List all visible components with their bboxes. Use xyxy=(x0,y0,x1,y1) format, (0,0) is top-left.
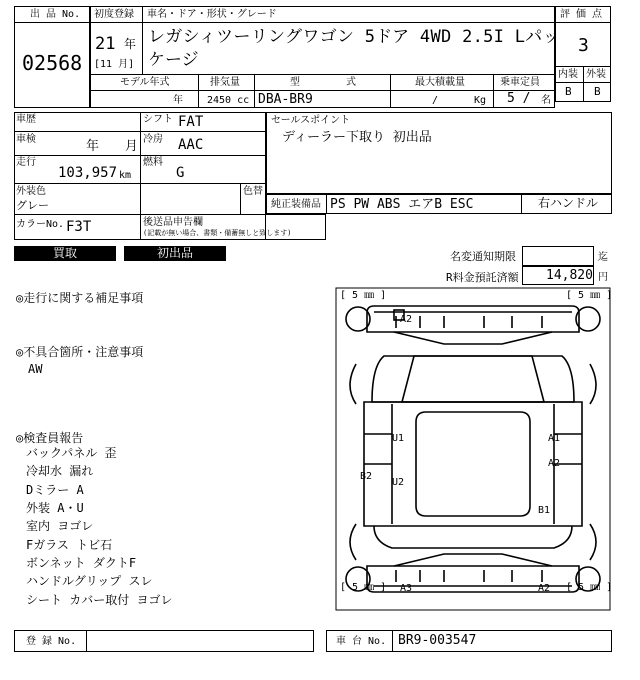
inspector-item: ハンドルグリップ スレ xyxy=(26,574,153,588)
tire-bottom-right: [ 5 ㎜ ] xyxy=(566,582,612,593)
exterior-label: 外装 xyxy=(586,69,606,80)
inspector-item: バックパネル 歪 xyxy=(26,446,117,460)
displacement-value: 2450 cc xyxy=(207,95,250,106)
mileage-value: 103,957 xyxy=(58,165,118,181)
damage-mark-a2: A2 xyxy=(548,458,561,469)
equip-value: PS PW ABS エアB ESC xyxy=(330,197,474,212)
capacity-label: 乗車定員 xyxy=(500,77,540,88)
buy-badge: 買取 xyxy=(14,246,116,261)
max-load-value: / xyxy=(432,95,439,106)
shift-label: シフト xyxy=(143,114,173,125)
sales-label: セールスポイント xyxy=(271,115,351,126)
tire-top-left: [ 5 ㎜ ] xyxy=(340,290,387,301)
defect-item: AW xyxy=(28,362,43,376)
mileage-label: 走行 xyxy=(16,157,36,168)
inspector-item: 室内 ヨゴレ xyxy=(26,519,94,533)
reg-no-label: 登 録 No. xyxy=(26,636,77,647)
driving-notes-title: ◎走行に関する補足事項 xyxy=(16,291,144,305)
lot-number: 02568 xyxy=(22,51,83,75)
damage-mark-b2: B2 xyxy=(360,471,373,482)
damage-mark-u1: U1 xyxy=(392,433,405,444)
chassis-label: 車 台 No. xyxy=(336,636,387,647)
capacity-value: 5 / xyxy=(507,91,531,106)
type-label: 型 式 xyxy=(290,77,357,88)
inspector-item: Fガラス トビ石 xyxy=(26,538,113,552)
score-label: 評 価 点 xyxy=(560,9,603,20)
inspector-item: シート カバー取付 ヨゴレ xyxy=(26,593,173,607)
repaint-label: 色替 xyxy=(243,186,263,197)
inspector-item: ボンネット ダクトF xyxy=(26,556,137,570)
damage-mark-u2: U2 xyxy=(392,477,405,488)
recycle-label: R料金預託済額 xyxy=(446,271,519,284)
color-value: グレー xyxy=(16,199,49,212)
ac-label: 冷房 xyxy=(143,134,163,145)
reg-year: 21 xyxy=(95,34,116,54)
model-label: 車名・ドア・形状・グレード xyxy=(147,9,277,20)
recycle-unit: 円 xyxy=(598,272,608,283)
interior-label: 内装 xyxy=(558,69,578,80)
name-change-unit: 迄 xyxy=(598,252,608,263)
score-value: 3 xyxy=(578,35,589,56)
shift-value: FAT xyxy=(178,114,204,130)
inspection-value: 年 月 xyxy=(86,139,138,154)
displacement-label: 排気量 xyxy=(210,77,240,88)
lot-label: 出 品 No. xyxy=(30,9,81,20)
damage-mark-bottom-a2: A2 xyxy=(538,583,551,594)
name-change-label: 名変通知期限 xyxy=(450,250,516,263)
steering-value: 右ハンドル xyxy=(538,196,599,210)
interior-value: B xyxy=(565,85,572,98)
first-listing-badge: 初出品 xyxy=(124,246,226,261)
model-year-label: モデル年式 xyxy=(120,77,170,88)
cert-note: (記載が無い場合、書類・備蓄無しと致します) xyxy=(143,229,292,237)
car-damage-diagram xyxy=(334,286,612,612)
chassis-value: BR9-003547 xyxy=(398,633,477,648)
name-change-box xyxy=(522,246,594,266)
tire-top-right: [ 5 ㎜ ] xyxy=(566,290,612,301)
inspector-title: ◎検査員報告 xyxy=(16,431,84,445)
defect-title: ◎不具合箇所・注意事項 xyxy=(16,345,144,359)
inspection-label: 車検 xyxy=(16,134,36,145)
capacity-unit: 名 xyxy=(541,95,551,106)
cert-label: 後送品申告欄 xyxy=(143,217,203,228)
type-value: DBA-BR9 xyxy=(258,92,313,107)
damage-mark-top-a2: A2 xyxy=(400,314,413,325)
color-no-value: F3T xyxy=(66,219,92,235)
sales-value: ディーラー下取り 初出品 xyxy=(282,130,432,145)
reg-year-unit: 年 xyxy=(124,37,137,51)
inspector-item: 外装 A・U xyxy=(26,501,84,515)
ac-value: AAC xyxy=(178,137,204,153)
color-label: 外装色 xyxy=(16,186,46,197)
tire-bottom-left: [ 5 ㎜ ] xyxy=(340,582,387,593)
model-year-unit: 年 xyxy=(173,95,183,106)
model-line1: レガシィツーリングワゴン 5ドア 4WD 2.5I Lパッ xyxy=(148,27,560,47)
inspector-item: 冷却水 漏れ xyxy=(26,464,94,478)
mileage-unit: km xyxy=(119,170,132,181)
reg-label: 初度登録 xyxy=(94,9,134,20)
exterior-value: B xyxy=(594,85,601,98)
max-load-unit: Kg xyxy=(474,95,487,106)
damage-mark-b1: B1 xyxy=(538,505,551,516)
damage-mark-bottom-a3: A3 xyxy=(400,583,413,594)
inspector-item: Dミラー A xyxy=(26,483,84,497)
fuel-label: 燃料 xyxy=(143,157,163,168)
color-no-label: カラーNo. xyxy=(16,219,65,230)
recycle-value: 14,820 xyxy=(546,268,593,283)
equip-label: 純正装備品 xyxy=(271,199,321,210)
max-load-label: 最大積載量 xyxy=(415,77,465,88)
model-line2: ケージ xyxy=(148,50,199,70)
damage-mark-a1: A1 xyxy=(548,433,561,444)
history-label: 車歴 xyxy=(16,114,36,125)
reg-month: [11 月] xyxy=(94,59,135,70)
fuel-value: G xyxy=(176,165,185,181)
